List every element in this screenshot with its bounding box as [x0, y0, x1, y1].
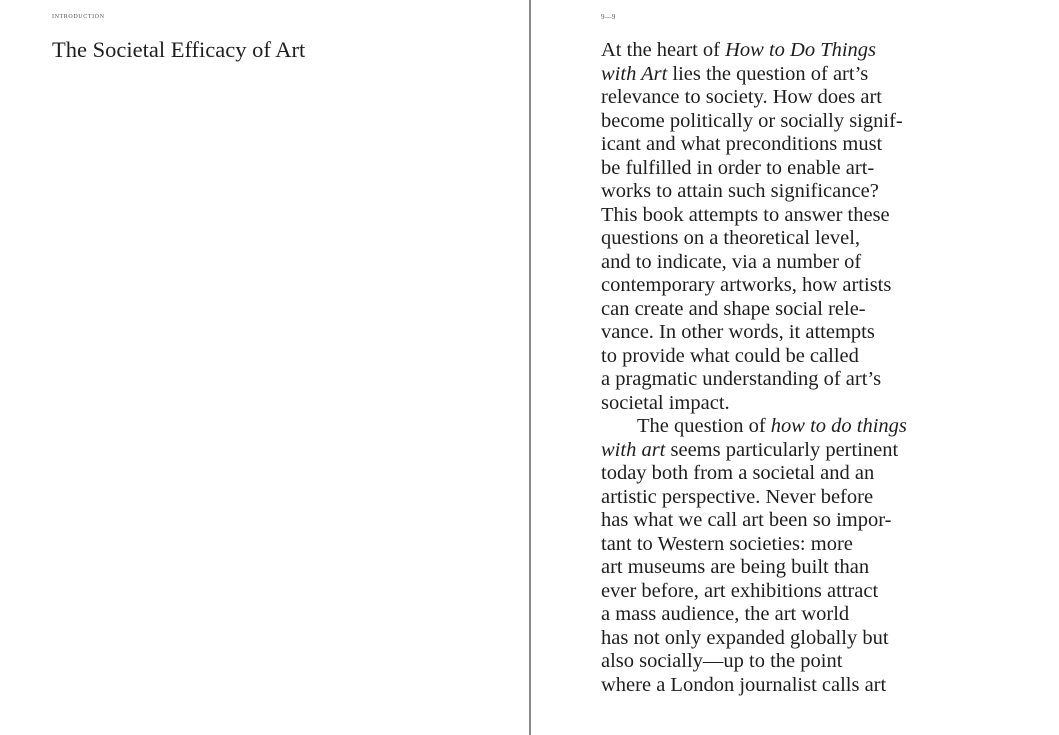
text-line: [601, 462, 941, 486]
text-line: [601, 368, 941, 392]
text-segment: lies the question of art’s: [667, 62, 869, 85]
text-segment: tant to Western societies: more: [601, 532, 853, 555]
text-segment: This book attempts to answer these: [601, 203, 890, 226]
text-line: [601, 39, 941, 63]
right-page: [531, 0, 1059, 735]
text-line: [601, 415, 941, 439]
text-segment: societal impact.: [601, 391, 730, 414]
text-segment: today both from a societal and an: [601, 462, 875, 484]
running-head: INTRODUCTION: [52, 14, 105, 20]
text-segment: artistic perspective. Never before: [601, 485, 874, 508]
text-line: [601, 556, 941, 580]
text-segment: also socially—up to the point: [601, 650, 843, 672]
text-line: [601, 603, 941, 627]
chapter-title: The Societal Efficacy of Art: [52, 37, 306, 62]
text-line: [601, 580, 941, 604]
text-line: [601, 509, 941, 533]
text-line: [601, 486, 941, 510]
text-line: [601, 180, 941, 204]
text-segment: icant and what preconditions must: [601, 133, 883, 155]
italic-text: with Art: [601, 62, 668, 85]
text-segment: and to indicate, via a number of: [601, 250, 862, 273]
text-line: [601, 627, 941, 651]
body-text: [601, 39, 941, 697]
text-segment: relevance to society. How does art: [601, 86, 883, 108]
text-segment: to provide what could be called: [601, 344, 859, 367]
text-line: [601, 204, 941, 228]
text-segment: At the heart of: [601, 39, 726, 61]
text-line: [601, 345, 941, 369]
text-segment: vance. In other words, it attempts: [601, 321, 875, 343]
text-segment: contemporary artworks, how artists: [601, 274, 892, 296]
italic-text: how to do things: [770, 415, 907, 437]
text-line: [601, 392, 941, 416]
text-segment: be fulfilled in order to enable art-: [601, 156, 875, 179]
text-line: [601, 86, 941, 110]
text-segment: a mass audience, the art world: [601, 603, 850, 625]
page-number: 9—9: [601, 13, 616, 21]
text-segment: become politically or socially signif-: [601, 109, 903, 132]
text-line: [601, 157, 941, 181]
text-segment: works to attain such significance?: [601, 180, 879, 202]
text-segment: can create and shape social rele-: [601, 297, 866, 320]
text-segment: The question of: [637, 415, 771, 437]
text-line: [601, 650, 941, 674]
text-line: [601, 533, 941, 557]
left-page: [0, 0, 529, 735]
text-segment: questions on a theoretical level,: [601, 227, 861, 249]
text-segment: has what we call art been so impor-: [601, 509, 892, 531]
text-line: [601, 227, 941, 251]
text-segment: where a London journalist calls art: [601, 673, 887, 696]
text-segment: art museums are being built than: [601, 556, 870, 578]
text-line: [601, 274, 941, 298]
text-line: [601, 133, 941, 157]
text-line: [601, 298, 941, 322]
text-line: [601, 674, 941, 698]
italic-text: with art: [601, 438, 666, 461]
text-segment: ever before, art exhibitions attract: [601, 579, 879, 602]
text-segment: seems particularly pertinent: [665, 438, 899, 461]
text-line: [601, 321, 941, 345]
text-line: [601, 110, 941, 134]
text-line: [601, 63, 941, 87]
italic-text: How to Do Things: [725, 39, 877, 61]
text-segment: a pragmatic understanding of art’s: [601, 368, 882, 390]
text-line: [601, 439, 941, 463]
text-segment: has not only expanded globally but: [601, 626, 889, 649]
text-line: [601, 251, 941, 275]
